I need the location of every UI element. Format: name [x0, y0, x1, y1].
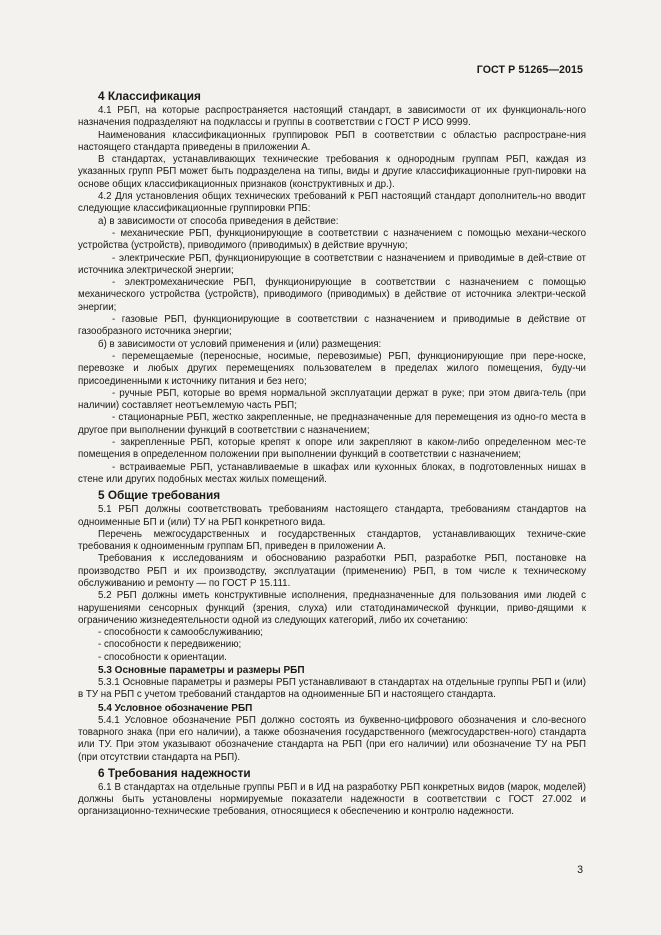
paragraph: - электрические РБП, функционирующие в соответствии с назначением и приводимые в дей-ствие от источника электрической энергии;	[78, 252, 586, 276]
paragraph: - способности к передвижению;	[98, 639, 242, 651]
paragraph: 5.2 РБП должны иметь конструктивные исполнения, предназначенные для пользования ими людей с нарушениями сенсорных функций (зрения, слуха) или статодинамической функции, приво-дящими к ограничению жизнедеятельности одной из следующих категорий, либо их сочетанию:	[78, 590, 586, 626]
paragraph: - способности к самообслуживанию;	[98, 627, 263, 639]
section-heading: 5 Общие требования	[98, 488, 221, 503]
paragraph: 5.1 РБП должны соответствовать требованиям настоящего стандарта, требованиям стандартов на одноименные БП и (или) ТУ на РБП конкретного вида.	[78, 504, 586, 528]
document-body	[78, 87, 586, 819]
subsection-heading: 5.4 Условное обозначение РБП	[98, 702, 253, 714]
paragraph: 6.1 В стандартах на отдельные группы РБП и в ИД на разработку РБП конкретных видов (марок, моделей) должны быть установлены нормируемые показатели надежности в соответствии с ГОСТ 27.002 и организационно-технические требования, относящиеся к обеспечению и контролю надежности.	[78, 781, 586, 818]
paragraph: Требования к исследованиям и обоснованию разработки РБП, разработке РБП, постановке на производство РБП и их производству, эксплуатации (применению) РБП, в том числе к техническому обслуживанию и ремонту — по ГОСТ Р 15.111.	[78, 553, 586, 589]
paragraph: Перечень межгосударственных и государственных стандартов, устанавливающих техниче-ские требования к одноименным группам БП, приведен в приложении А.	[78, 528, 586, 553]
section-heading: 6 Требования надежности	[98, 765, 251, 780]
page-number: 3	[577, 864, 583, 876]
paragraph: - механические РБП, функционирующие в соответствии с назначением с помощью механи-ческого устройства (устройств), приводимого (приводимых) в действие вручную;	[78, 227, 586, 252]
section-heading: 4 Классификация	[98, 89, 201, 103]
paragraph: - стационарные РБП, жестко закрепленные, не предназначенные для перемещения из одно-го места в другое при выполнении функций в соответствии с назначением;	[78, 412, 586, 436]
paragraph: 5.4.1 Условное обозначение РБП должно состоять из буквенно-цифрового обозначения и сло-весного товарного знака (при его наличии), а также обозначения государственного (межгосударствен-ного) стандарта или ТУ. При этом указывают обозначение стандарта на РБП (при его наличии) или обозначение ТУ на РБП (при отсутствии стандарта на РБП).	[78, 714, 586, 763]
paragraph: В стандартах, устанавливающих технические требования к однородным группам РБП, каждая из указанных групп РБП может быть подразделена на типы, виды и другие классификационные груп-пировки на основе общих классификационных признаков (конструктивных и др.).	[78, 154, 586, 190]
paragraph: Наименования классификационных группировок РБП в соответствии с областью распростране-ния настоящего стандарта приведены в приложении А.	[78, 129, 586, 153]
paragraph: - ручные РБП, которые во время нормальной эксплуатации держат в руке; при этом двига-тель (при наличии) составляет неотъемлемую часть РБП;	[78, 387, 586, 412]
paragraph: - способности к ориентации.	[98, 651, 227, 663]
paragraph: 4.2 Для установления общих технических требований к РБП настоящий стандарт дополнитель-но вводит следующие классификационные группировки РПБ:	[78, 191, 586, 215]
standard-header: ГОСТ Р 51265—2015	[476, 64, 583, 76]
paragraph: - перемещаемые (переносные, носимые, перевозимые) РБП, функционирующие при пере-носке, перевозке и любых других перемещениях пользователем в пределах жилого помещения, буду-чи присоединенными к источнику питания и без него;	[78, 350, 586, 387]
paragraph: 4.1 РБП, на которые распространяется настоящий стандарт, в зависимости от их функциональ-ного назначения подразделяют на подклассы и группы в соответствии с ГОСТ Р ИСО 9999.	[78, 105, 586, 129]
paragraph: - встраиваемые РБП, устанавливаемые в шкафах или кухонных блоках, в подготовленных нишах в стене или других подобных местах жилых помещений.	[78, 461, 586, 485]
paragraph: 5.3.1 Основные параметры и размеры РБП устанавливают в стандартах на отдельные группы РБП и (или) в ТУ на РБП с учетом требований стандартов на одноименные БП и настоящего стандарта.	[78, 677, 586, 701]
paragraph: - газовые РБП, функционирующие в соответствии с назначением и приводимые в действие от газообразного источника энергии;	[78, 314, 586, 338]
paragraph: - закрепленные РБП, которые крепят к опоре или закрепляют в каком-либо определенном мес-те помещения в определенном положении при выполнении функций в соответствии с назначением;	[78, 437, 586, 461]
subsection-heading: 5.3 Основные параметры и размеры РБП	[98, 665, 305, 677]
paragraph: - электромеханические РБП, функционирующие в соответствии с назначением с помощью механического устройства (устройств), приводимого (приводимых) в действие от источника электри-ческой энергии;	[78, 277, 586, 313]
paragraph: а) в зависимости от способа приведения в действие:	[98, 215, 339, 227]
paragraph: б) в зависимости от условий применения и (или) размещения:	[98, 338, 382, 350]
